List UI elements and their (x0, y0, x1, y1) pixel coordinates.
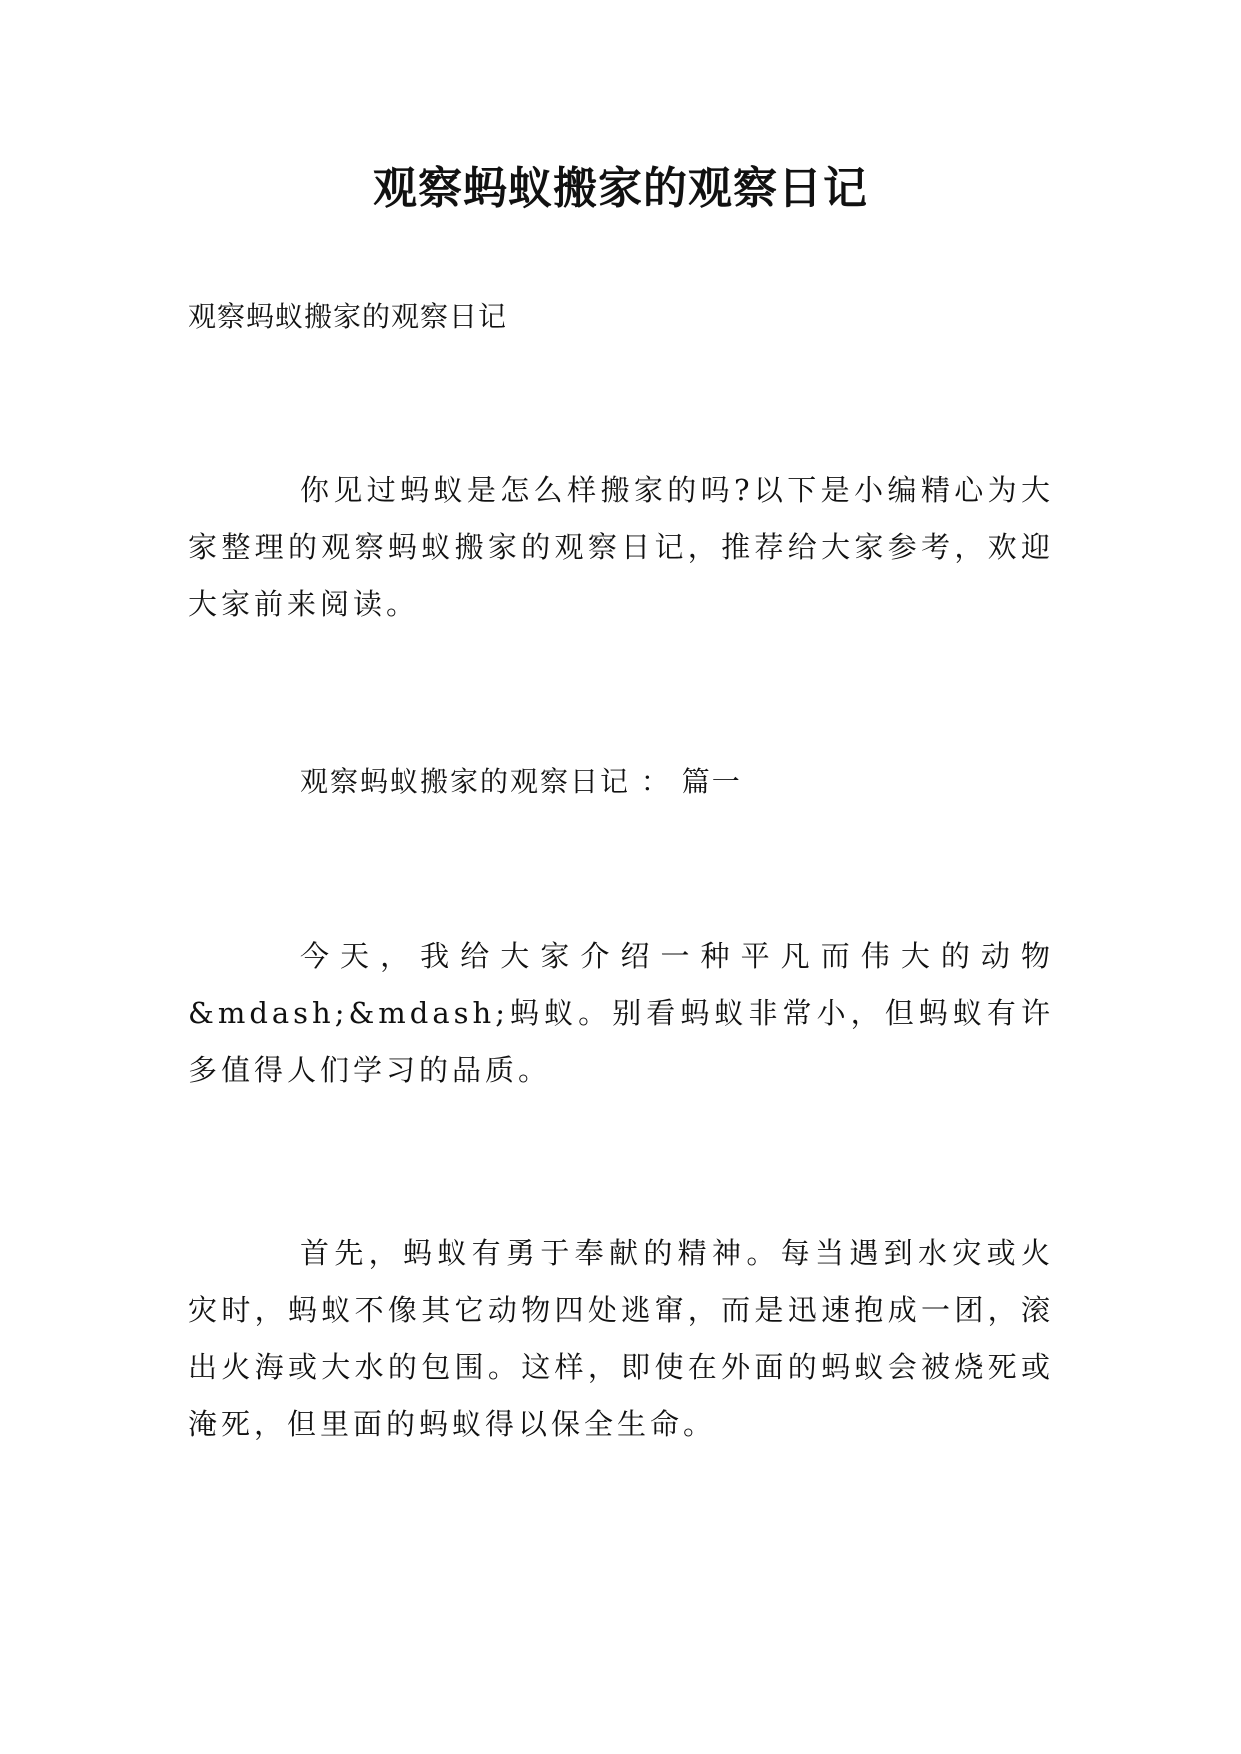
document-title: 观察蚂蚁搬家的观察日记 (373, 163, 868, 214)
body-paragraph-2: 首先，蚂蚁有勇于奉献的精神。每当遇到水灾或火灾时，蚂蚁不像其它动物四处逃窜，而是迅速抱成一团，滚出火海或大水的包围。这样，即使在外面的蚂蚁会被烧死或淹死，但里面的蚂蚁得以保全生命。 (188, 1236, 1054, 1441)
intro-paragraph: 你见过蚂蚁是怎么样搬家的吗?以下是小编精心为大家整理的观察蚂蚁搬家的观察日记，推荐给大家参考，欢迎大家前来阅读。 (188, 473, 1054, 621)
body-paragraph-1: 今天，我给大家介绍一种平凡而伟大的动物&mdash;&mdash;蚂蚁。别看蚂蚁非常小，但蚂蚁有许多值得人们学习的品质。 (188, 939, 1054, 1087)
document-subtitle: 观察蚂蚁搬家的观察日记 (188, 300, 508, 333)
section-heading: 观察蚂蚁搬家的观察日记 ： 篇一 (300, 765, 742, 798)
